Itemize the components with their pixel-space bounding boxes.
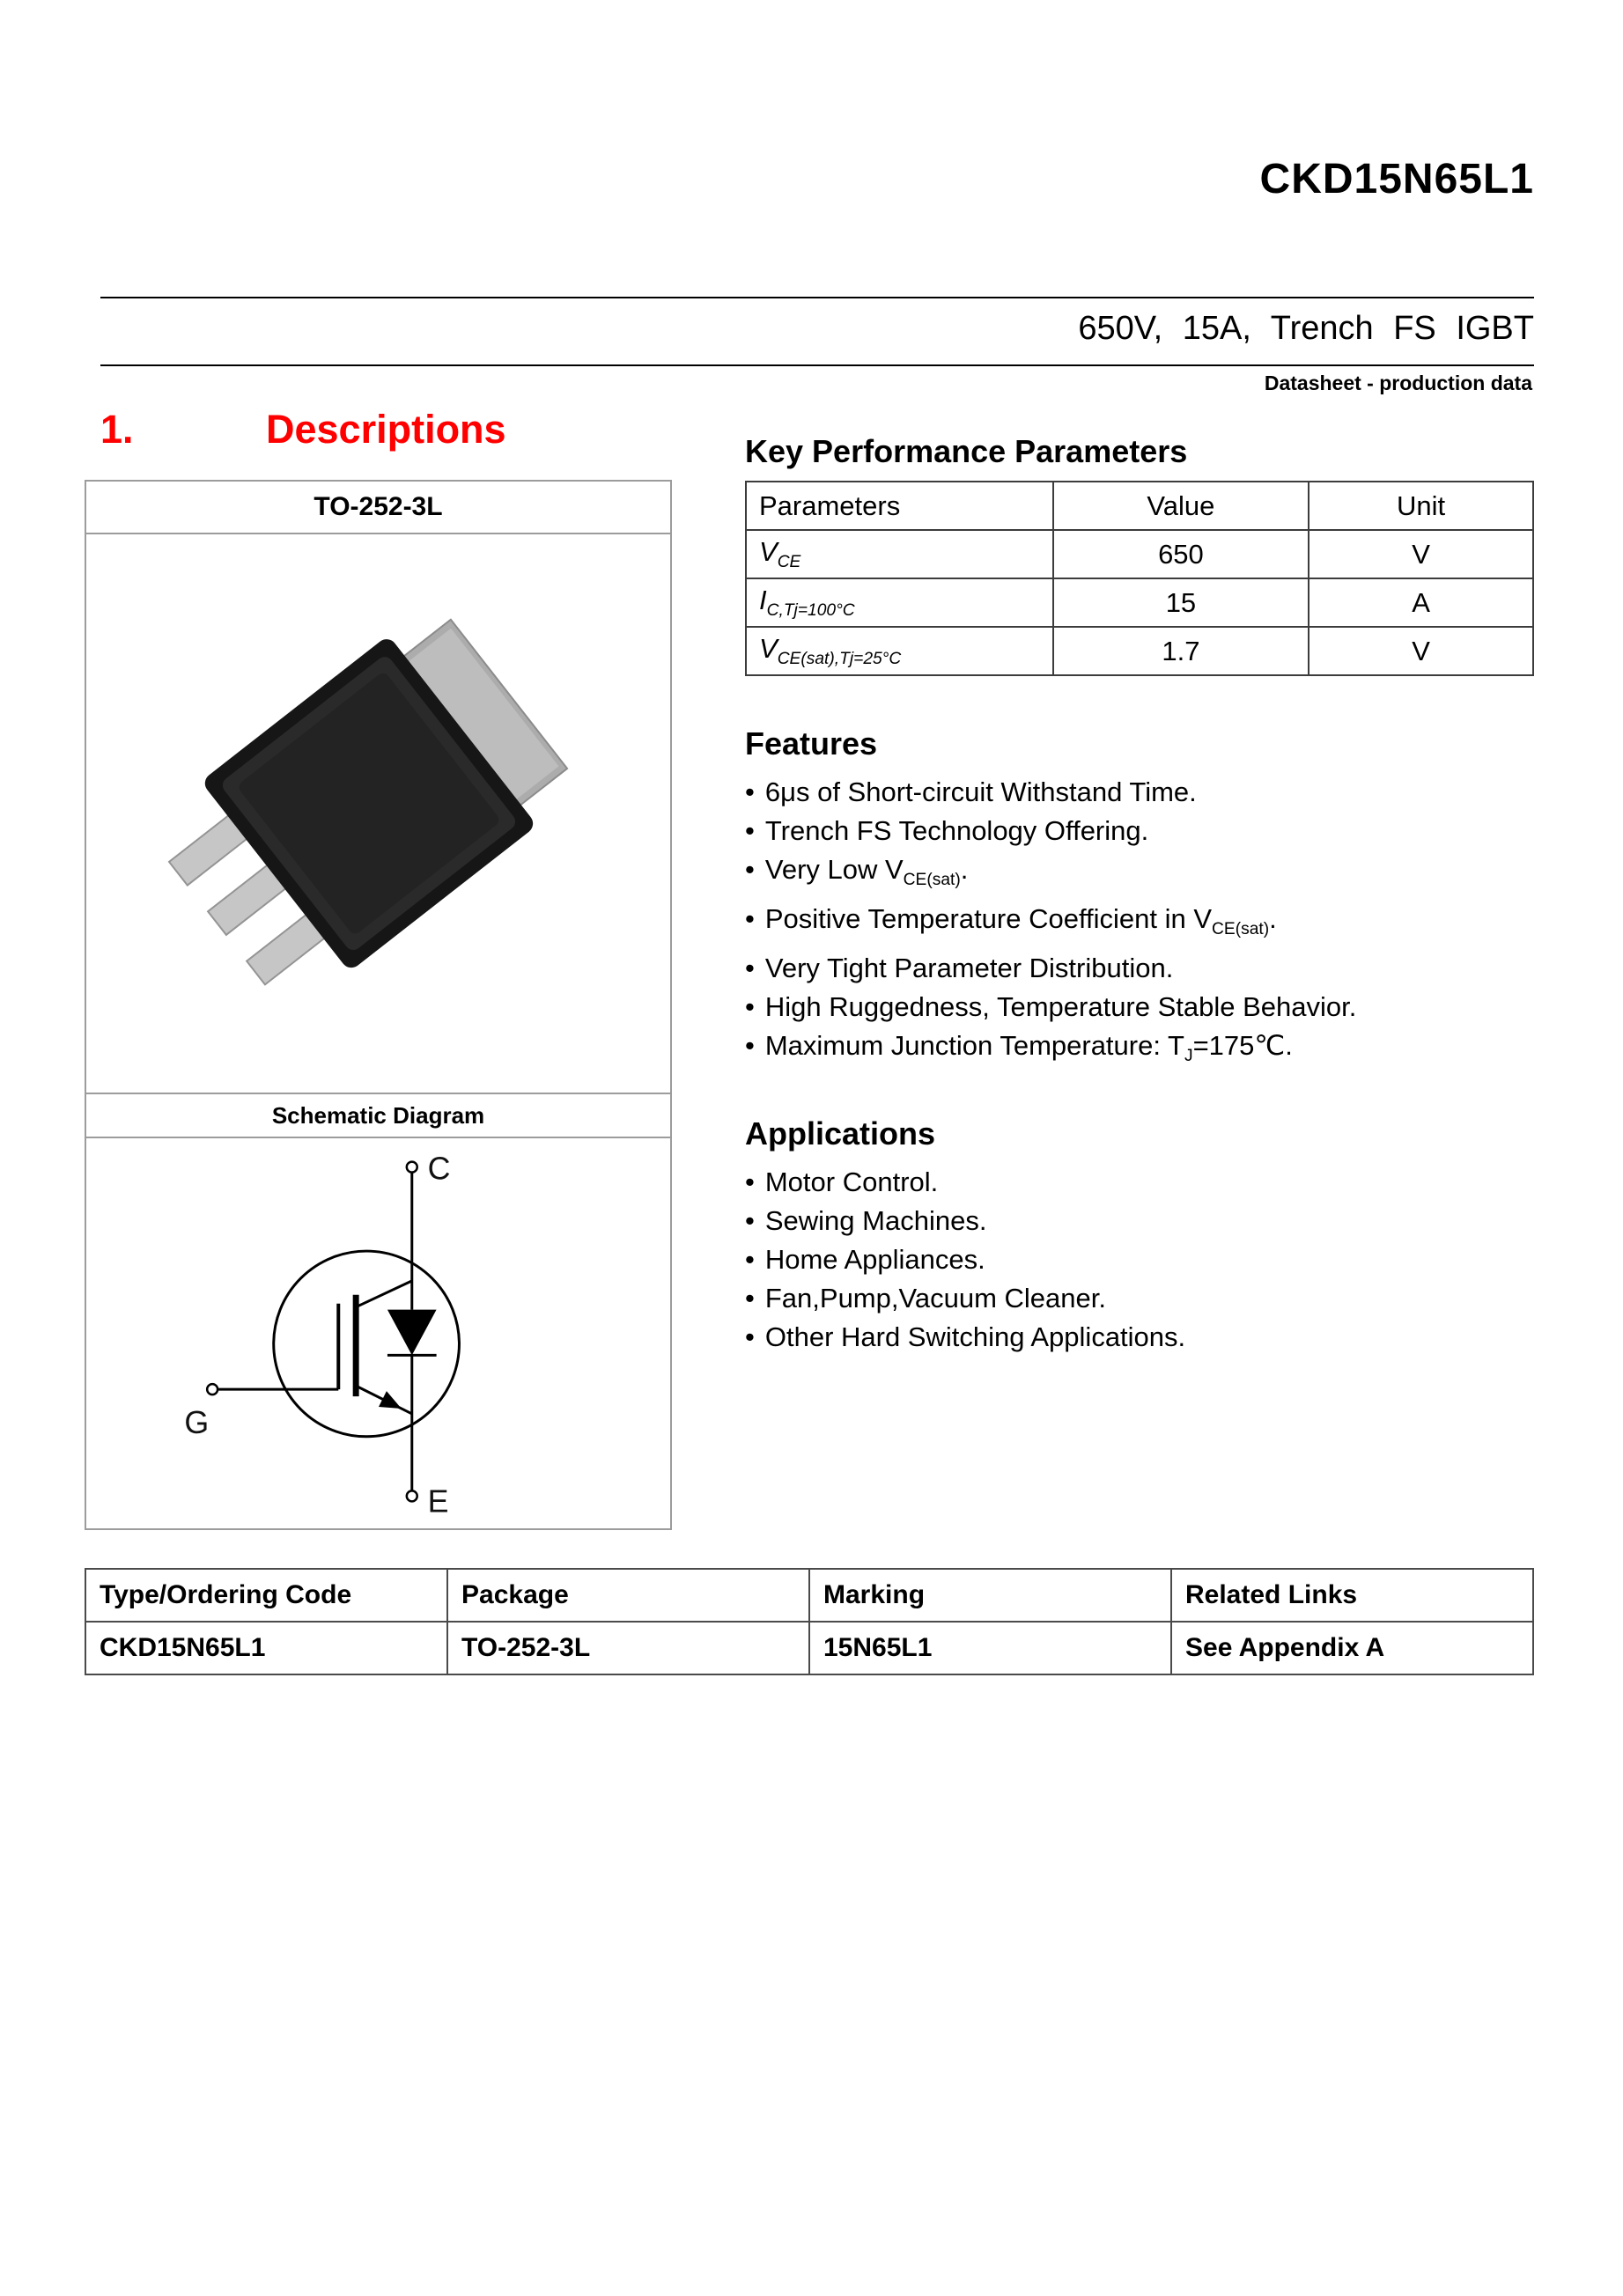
package-figure <box>86 534 670 1093</box>
kpp-col-parameters: Parameters <box>746 482 1053 530</box>
symbol-circle <box>274 1251 460 1437</box>
applications-list <box>745 1163 1534 1357</box>
schematic-figure <box>86 1138 670 1528</box>
bullet-icon: • <box>745 1030 755 1062</box>
datasheet-note: Datasheet - production data <box>1264 372 1532 394</box>
unit-cell: V <box>1309 627 1533 675</box>
feature-item: • Very Tight Parameter Distribution. <box>745 953 1174 984</box>
kpp-row <box>746 578 1533 627</box>
parameter-cell: $I_{C,Tj=100^\circ C}$ <box>746 578 1053 627</box>
unit-cell: V <box>1309 530 1533 578</box>
ordering-links-cell: See Appendix A <box>1171 1622 1533 1674</box>
ordering-col-package: Package <box>447 1569 809 1622</box>
section-heading <box>100 407 506 453</box>
value-cell: 1.7 <box>1053 627 1309 675</box>
application-item: • Home Appliances. <box>745 1243 985 1275</box>
package-panel <box>85 480 672 1530</box>
ordering-header-row <box>85 1569 1533 1622</box>
application-item: • Sewing Machines. <box>745 1204 987 1236</box>
kpp-row <box>746 627 1533 675</box>
bullet-icon: • <box>745 1166 755 1197</box>
package-image <box>86 534 670 1093</box>
feature-item: • Trench FS Technology Offering. <box>745 815 1149 846</box>
kpp-col-value: Value <box>1053 482 1309 530</box>
bullet-icon: • <box>745 815 755 846</box>
bullet-icon: • <box>745 854 755 885</box>
header-rule-top <box>100 297 1534 298</box>
bullet-icon: • <box>745 1243 755 1275</box>
ordering-col-type: Type/Ordering Code <box>85 1569 447 1622</box>
schematic-title: Schematic Diagram <box>86 1093 670 1138</box>
section-title: Descriptions <box>266 407 506 452</box>
key-parameters-table <box>745 481 1534 676</box>
bullet-icon: • <box>745 1204 755 1236</box>
feature-item: • High Ruggedness, Temperature Stable Behavior. <box>745 991 1357 1023</box>
ordering-package-cell: TO-252-3L <box>447 1622 809 1674</box>
unit-cell: A <box>1309 578 1533 627</box>
bullet-icon: • <box>745 1282 755 1314</box>
collector-label: C <box>427 1151 451 1187</box>
emitter-terminal <box>407 1490 417 1501</box>
diode-symbol <box>387 1310 437 1356</box>
package-title: TO-252-3L <box>86 482 670 534</box>
applications-title: Applications <box>745 1115 936 1152</box>
application-item: • Other Hard Switching Applications. <box>745 1321 1186 1352</box>
application-item: • Motor Control. <box>745 1166 939 1197</box>
bullet-icon: • <box>745 903 755 935</box>
section-number: 1. <box>100 407 134 452</box>
emitter-label: E <box>427 1483 449 1520</box>
kpp-row <box>746 530 1533 578</box>
bullet-icon: • <box>745 776 755 807</box>
header-rule-bottom <box>100 364 1534 366</box>
key-parameters-title: Key Performance Parameters <box>745 433 1188 469</box>
ordering-table <box>85 1568 1534 1675</box>
feature-item: • Positive Temperature Coefficient in $V_{CE(sat)}$. <box>745 903 1277 939</box>
device-subtitle: 650V, 15A, Trench FS IGBT <box>1078 310 1534 347</box>
value-cell: 650 <box>1053 530 1309 578</box>
parameter-cell: $V_{CE}$ <box>746 530 1053 578</box>
value-cell: 15 <box>1053 578 1309 627</box>
bullet-icon: • <box>745 953 755 984</box>
feature-item: • Maximum Junction Temperature: $T_J=175℃$. <box>745 1030 1293 1066</box>
parameter-cell: $V_{CE(sat),Tj=25^\circ C}$ <box>746 627 1053 675</box>
igbt-schematic <box>86 1138 670 1528</box>
feature-item: • Very Low $V_{CE(sat)}$. <box>745 854 969 890</box>
gate-label: G <box>184 1404 210 1440</box>
kpp-header-row <box>746 482 1533 530</box>
application-item: • Fan,Pump,Vacuum Cleaner. <box>745 1282 1106 1314</box>
collector-terminal <box>407 1162 417 1173</box>
ordering-row <box>85 1622 1533 1674</box>
features-list <box>745 773 1534 1077</box>
ordering-type-cell: CKD15N65L1 <box>85 1622 447 1674</box>
feature-item: • 6μs of Short-circuit Withstand Time. <box>745 776 1197 807</box>
bullet-icon: • <box>745 1321 755 1352</box>
bullet-icon: • <box>745 991 755 1023</box>
kpp-col-unit: Unit <box>1309 482 1533 530</box>
ordering-marking-cell: 15N65L1 <box>809 1622 1171 1674</box>
gate-terminal <box>207 1384 218 1395</box>
features-title: Features <box>745 725 878 762</box>
ordering-col-links: Related Links <box>1171 1569 1533 1622</box>
right-column <box>745 433 1534 1357</box>
ordering-col-marking: Marking <box>809 1569 1171 1622</box>
part-number: CKD15N65L1 <box>1259 156 1534 202</box>
